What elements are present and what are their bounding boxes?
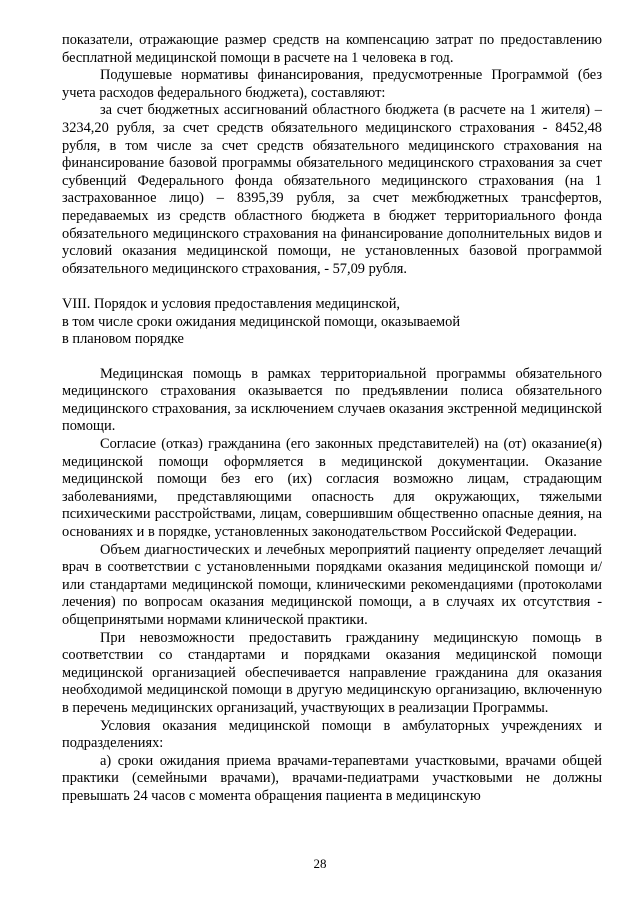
section-heading (62, 296, 602, 349)
paragraph-per-capita-intro: Подушевые нормативы финансирования, предусмотренные Программой (без учета расходов федерального бюджета), составляют: (62, 67, 602, 101)
section-heading-line-2: в том числе сроки ожидания медицинской помощи, оказываемой (62, 313, 461, 330)
paragraph-outpatient-conditions: Условия оказания медицинской помощи в амбулаторных учреждениях и подразделениях: (62, 717, 602, 752)
paragraph-treatment-scope: Объем диагностических и лечебных мероприятий пациенту определяет лечащий врач в соответствии с установленными порядками оказания медицинской помощи и/или стандартами медицинской помощи, клиническими рекомендациями (протоколами лечения) по вопросам оказания медицинской помощи, а в случаях их отсутствия - общепринятыми нормами клинической практики. (62, 541, 602, 628)
document-page (62, 32, 602, 806)
paragraph-continuation: показатели, отражающие размер средств на компенсацию затрат по предоставлению бесплатной медицинской помощи в расчете на 1 человека в год. (62, 32, 602, 66)
section-heading-line-3: в плановом порядке (62, 331, 184, 348)
section-heading-line-1: VIII. Порядок и условия предоставления медицинской, (62, 295, 401, 312)
paragraph-waiting-times: а) сроки ожидания приема врачами-терапевтами участковыми, врачами общей практики (семейными врачами), врачами-педиатрами участковыми не должны превышать 24 часов с момента обращения пациента в медицинскую (62, 752, 602, 804)
paragraph-consent: Согласие (отказ) гражданина (его законных представителей) на (от) оказание(я) медицинской помощи оформляется в медицинской документации. Оказание медицинской помощи без его (их) согласия возможно лицам, страдающим заболеваниями, представляющими опасность для окружающих, тяжелыми психическими расстройствами, лицам, совершившим общественно опасные деяния, на основаниях и в порядке, установленных законодательством Российской Федерации. (62, 436, 602, 541)
paragraph-referral: При невозможности предоставить гражданину медицинскую помощь в соответствии со стандартами и порядками оказания медицинской помощи медицинской организацией обеспечивается направление гражданина для оказания необходимой медицинской помощи в другую медицинскую организацию, включенную в перечень медицинских организаций, участвующих в реализации Программы. (62, 629, 602, 716)
paragraph-per-capita-values: за счет бюджетных ассигнований областного бюджета (в расчете на 1 жителя) – 3234,20 рубля, за счет средств обязательного медицинского страхования - 8452,48 рубля, в том числе за счет средств обязательного медицинского страхования на финансирование базовой программы обязательного медицинского страхования за счет субвенций Федерального фонда обязательного медицинского страхования (на 1 застрахованное лицо) – 8395,39 рубля, за счет межбюджетных трансфертов, передаваемых из средств областного бюджета в бюджет территориального фонда обязательного медицинского страхования на финансирование дополнительных видов и условий оказания медицинской помощи, не установленных базовой программой обязательного медицинского страхования, - 57,09 рубля. (62, 102, 602, 277)
page-number: 28 (313, 856, 327, 871)
paragraph-insurance-policy: Медицинская помощь в рамках территориальной программы обязательного медицинского страхования оказывается по предъявлении полиса обязательного медицинского страхования, за исключением случаев оказания экстренной медицинской помощи. (62, 365, 602, 435)
